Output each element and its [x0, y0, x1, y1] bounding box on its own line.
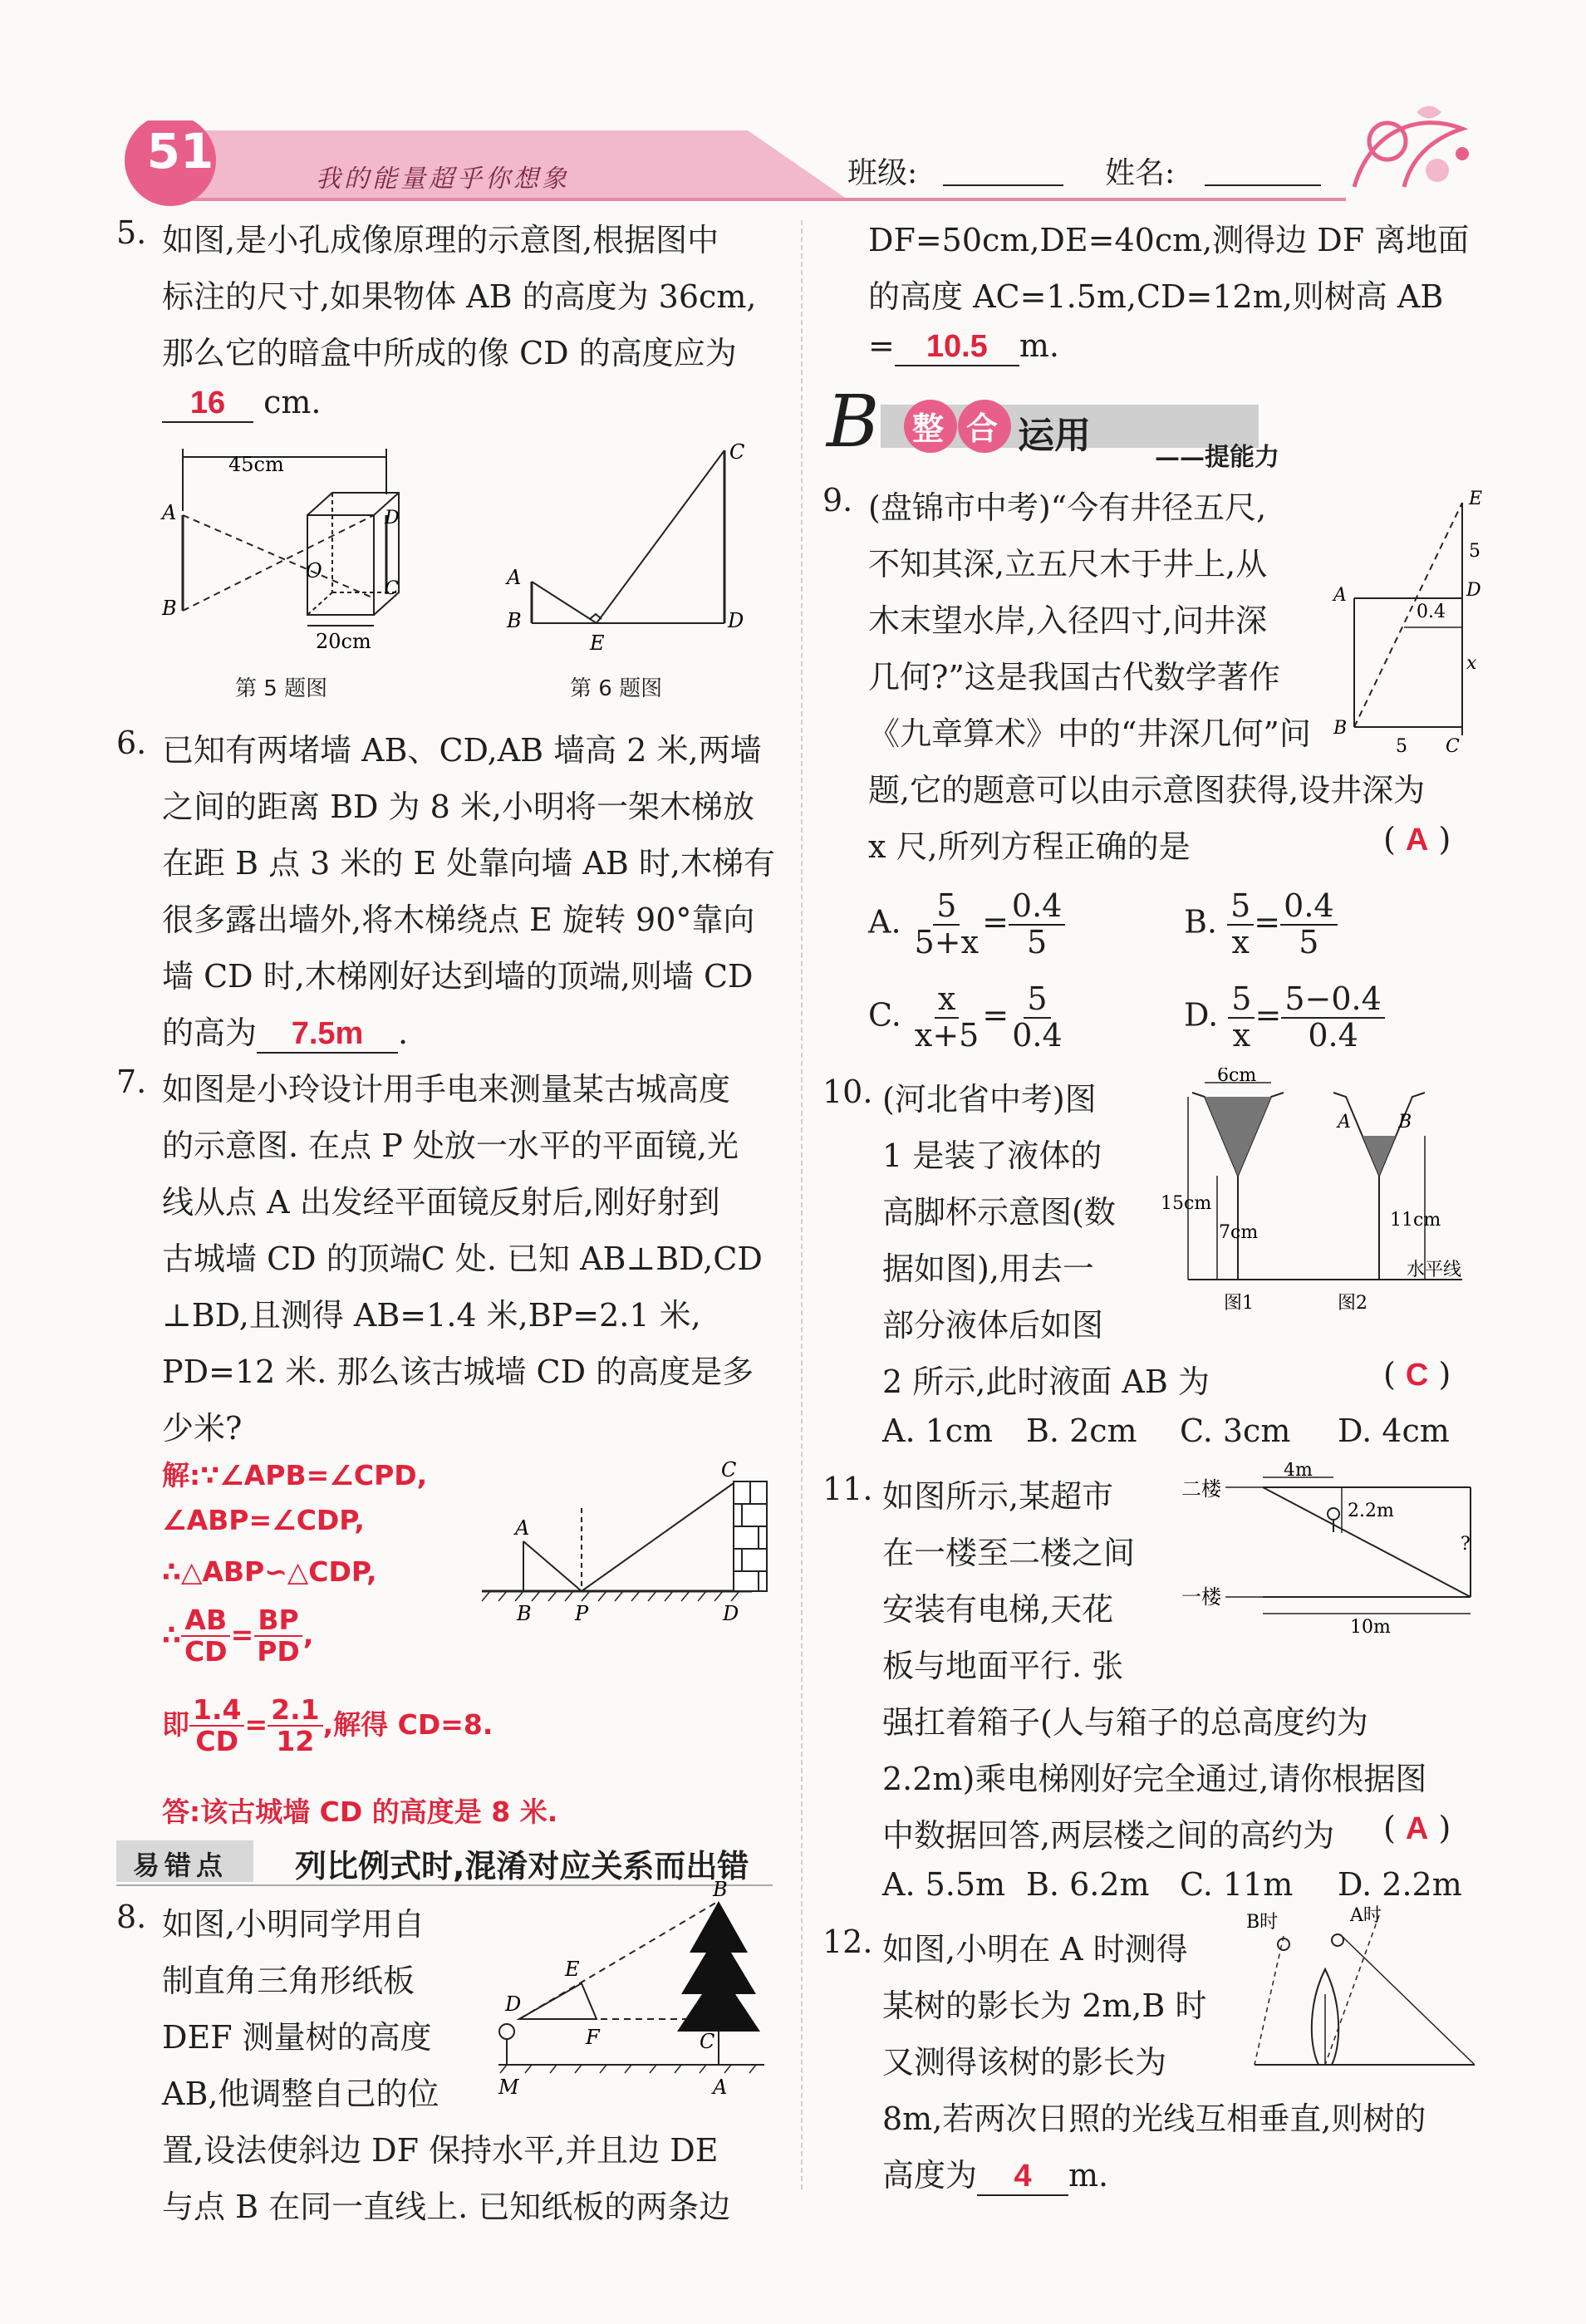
q10-fig-level: 水平线 — [1407, 1260, 1462, 1280]
q10-fig-6cm: 6cm — [1217, 1068, 1257, 1086]
q11-option-b[interactable]: B. 6.2m — [1026, 1866, 1150, 1903]
q8-line4: AB,他调整自己的位 — [162, 2076, 439, 2112]
q10-fig-11cm: 11cm — [1390, 1210, 1441, 1231]
q11-fig-q: ? — [1461, 1534, 1471, 1555]
q11-line2: 在一楼至二楼之间 — [882, 1535, 1136, 1571]
q11-fig-4m: 4m — [1284, 1462, 1313, 1481]
q6-number: 6. — [116, 725, 147, 761]
q6-answer-line — [162, 1007, 408, 1054]
q11-fig-floor1: 一楼 — [1181, 1585, 1221, 1609]
q8-right-line2: 的高度 AC=1.5m,CD=12m,则树高 AB — [868, 278, 1444, 315]
q10-fig-15cm: 15cm — [1161, 1193, 1212, 1214]
q12-line3: 又测得该树的影长为 — [882, 2044, 1167, 2081]
q10-line5: 部分液体后如图 — [882, 1307, 1104, 1344]
q12-number: 12. — [822, 1924, 873, 1960]
svg-text:5: 5 — [1469, 541, 1480, 562]
svg-text:E: E — [1469, 489, 1483, 509]
q7-line4: 古城墙 CD 的顶端C 处. 已知 AB⊥BD,CD — [162, 1241, 763, 1277]
q8-right-line1: DF=50cm,DE=40cm,测得边 DF 离地面 — [868, 222, 1470, 258]
q6-line5: 墙 CD 时,木梯刚好达到墙的顶端,则墙 CD — [162, 958, 754, 995]
q7-line1: 如图是小玲设计用手电来测量某古城高度 — [162, 1071, 731, 1108]
q12-answer-line — [882, 2150, 1108, 2196]
q11-line7: 中数据回答,两层楼之间的高约为 — [882, 1817, 1335, 1854]
q6-answer[interactable]: 7.5m — [257, 1016, 398, 1054]
svg-text:E: E — [565, 1958, 580, 1981]
q11-answer-bracket: ( A ) — [1383, 1810, 1451, 1846]
q11-line3: 安装有电梯,天花 — [882, 1591, 1114, 1628]
svg-text:A: A — [515, 1516, 530, 1540]
q10-figure — [1159, 1068, 1487, 1325]
q7-line3: 线从点 A 出发经平面镜反射后,刚好射到 — [162, 1184, 720, 1221]
q12-fig-a: A时 — [1350, 1905, 1382, 1926]
q11-fig-22m: 2.2m — [1348, 1501, 1394, 1521]
q11-figure — [1171, 1462, 1487, 1653]
svg-text:O: O — [306, 559, 322, 582]
q12-figure — [1242, 1903, 1487, 2081]
q6-line2: 之间的距离 BD 为 8 米,小明将一架木梯放 — [162, 789, 754, 825]
svg-text:D: D — [728, 609, 744, 632]
q7-line5: ⊥BD,且测得 AB=1.4 米,BP=2.1 米, — [162, 1297, 701, 1334]
q5-unit: cm. — [263, 384, 322, 420]
q10-line1: (河北省中考)图 — [882, 1081, 1097, 1118]
q9-option-b[interactable]: B. $\frac{5}{x}$ = $\frac{0.4}{5}$ — [1184, 889, 1338, 961]
q9-figure — [1321, 486, 1487, 760]
q7-solution-3: ∴△ABP∽△CDP, — [162, 1555, 377, 1588]
q12-line4: 8m,若两次日照的光线互相垂直,则树的 — [882, 2100, 1426, 2137]
class-field[interactable] — [943, 184, 1063, 186]
q5-fig-20cm: 20cm — [316, 630, 371, 653]
svg-text:B: B — [1333, 718, 1348, 739]
q12-line5: 高度为 — [882, 2157, 978, 2194]
q8-number: 8. — [116, 1899, 147, 1935]
q9-line4: 几何?”这是我国古代数学著作 — [868, 659, 1280, 695]
q10-fig1: 图1 — [1224, 1293, 1254, 1314]
error-point-text: 列比例式时,混淆对应关系而出错 — [295, 1848, 749, 1884]
q12-line2: 某树的影长为 2m,B 时 — [882, 1987, 1207, 2024]
q10-fig-7cm: 7cm — [1219, 1222, 1259, 1243]
q11-line4: 板与地面平行. 张 — [882, 1648, 1124, 1684]
q10-number: 10. — [822, 1074, 873, 1110]
svg-text:D: D — [505, 1992, 522, 2016]
q9-line3: 木末望水岸,入径四寸,问井深 — [868, 602, 1268, 639]
q5-line3: 那么它的暗盒中所成的像 CD 的高度应为 — [162, 335, 737, 371]
q8-unit: m. — [1019, 327, 1059, 364]
q10-answer[interactable]: C — [1405, 1358, 1429, 1393]
section-b-letter: B — [827, 381, 880, 464]
page-number: 51 — [146, 123, 214, 179]
svg-text:x: x — [1466, 653, 1477, 674]
q5-line2: 标注的尺寸,如果物体 AB 的高度为 36cm, — [162, 278, 757, 315]
svg-text:F: F — [586, 2026, 600, 2049]
q5-number: 5. — [116, 214, 147, 251]
q10-line4: 据如图),用去一 — [882, 1250, 1094, 1287]
q11-option-a[interactable]: A. 5.5m — [882, 1866, 1006, 1903]
q9-option-d[interactable]: D. $\frac{5}{x}$ = $\frac{5-0.4}{0.4}$ — [1184, 982, 1385, 1054]
svg-text:5: 5 — [1396, 736, 1407, 757]
svg-text:M: M — [498, 2076, 519, 2099]
q6-figure — [498, 432, 764, 656]
q7-line6: PD=12 米. 那么该古城墙 CD 的高度是多 — [162, 1354, 754, 1390]
q9-answer[interactable]: A — [1405, 823, 1429, 857]
q6-caption: 第 6 题图 — [570, 676, 663, 701]
svg-text:A: A — [507, 566, 522, 589]
section-b-char1: 整 — [912, 410, 945, 447]
q8-figure — [482, 1878, 781, 2102]
svg-text:B: B — [1398, 1112, 1412, 1133]
q5-fig-45cm: 45cm — [228, 453, 284, 476]
q10-option-b[interactable]: B. 2cm — [1026, 1413, 1137, 1449]
svg-text:C: C — [1446, 736, 1460, 757]
name-field[interactable] — [1205, 184, 1321, 186]
q11-line5: 强扛着箱子(人与箱子的总高度约为 — [882, 1704, 1368, 1741]
q12-fig-b: B时 — [1246, 1912, 1279, 1933]
q6-line3: 在距 B 点 3 米的 E 处靠向墙 AB 时,木梯有 — [162, 845, 775, 882]
svg-text:B: B — [517, 1602, 532, 1625]
q11-line6: 2.2m)乘电梯刚好完全通过,请你根据图 — [882, 1761, 1427, 1797]
q5-figure — [154, 436, 428, 656]
q11-answer[interactable]: A — [1405, 1811, 1429, 1846]
svg-text:A: A — [1338, 1112, 1351, 1133]
q10-fig2: 图2 — [1338, 1293, 1367, 1314]
q10-answer-bracket: ( C ) — [1383, 1356, 1451, 1393]
q8-line2: 制直角三角形纸板 — [162, 1963, 415, 1999]
svg-text:B: B — [507, 609, 522, 632]
svg-text:P: P — [575, 1602, 589, 1625]
svg-text:C: C — [721, 1458, 737, 1481]
q7-solution-4: ∴ $\frac{AB}{CD}$ = $\frac{BP}{PD}$ , — [162, 1604, 314, 1668]
q6-line1: 已知有两堵墙 AB、CD,AB 墙高 2 米,两墙 — [162, 732, 762, 769]
q5-line1: 如图,是小孔成像原理的示意图,根据图中 — [162, 222, 719, 258]
svg-text:C: C — [385, 578, 399, 599]
q11-option-d[interactable]: D. 2.2m — [1338, 1866, 1462, 1903]
q8-line6: 与点 B 在同一直线上. 已知纸板的两条边 — [162, 2189, 731, 2225]
svg-text:D: D — [1466, 580, 1481, 601]
q8-line5: 置,设法使斜边 DF 保持水平,并且边 DE — [162, 2132, 719, 2169]
q9-number: 9. — [822, 482, 853, 518]
q10-option-c[interactable]: C. 3cm — [1180, 1413, 1291, 1449]
section-b-subtitle: ——提能力 — [1155, 443, 1279, 472]
q6-line4: 很多露出墙外,将木梯绕点 E 旋转 90°靠向 — [162, 902, 755, 938]
q7-number: 7. — [116, 1064, 147, 1100]
q9-line5: 《九章算术》中的“井深几何”问 — [868, 715, 1311, 752]
q10-option-d[interactable]: D. 4cm — [1338, 1413, 1450, 1449]
q5-answer[interactable]: 16 — [162, 386, 253, 423]
q8-line3: DEF 测量树的高度 — [162, 2019, 432, 2056]
q8-answer[interactable]: 10.5 — [895, 329, 1019, 366]
q11-line1: 如图所示,某超市 — [882, 1478, 1114, 1515]
svg-text:0.4: 0.4 — [1417, 602, 1446, 622]
q10-line2: 1 是装了液体的 — [882, 1137, 1102, 1174]
q6-end: . — [398, 1015, 409, 1051]
q7-line7: 少米? — [162, 1410, 243, 1447]
svg-text:B: B — [713, 1878, 728, 1901]
q5-caption: 第 5 题图 — [235, 676, 328, 701]
floral-ornament-icon — [1338, 96, 1487, 204]
svg-text:C: C — [700, 2030, 715, 2053]
q9-option-a[interactable]: A. $\frac{5}{5+x}$ = $\frac{0.4}{5}$ — [868, 889, 1065, 961]
svg-text:D: D — [385, 508, 400, 528]
q7-figure — [474, 1458, 781, 1641]
q8-line1: 如图,小明同学用自 — [162, 1906, 425, 1943]
error-point-badge: 易错点 — [133, 1850, 228, 1881]
q10-line6: 2 所示,此时液面 AB 为 — [882, 1363, 1210, 1400]
q9-option-c[interactable]: C. $\frac{x}{x+5}$ = $\frac{5}{0.4}$ — [868, 980, 1063, 1054]
section-b-char2: 合 — [966, 410, 999, 447]
q11-fig-10m: 10m — [1350, 1617, 1391, 1638]
q12-answer[interactable]: 4 — [977, 2159, 1068, 2196]
q7-line2: 的示意图. 在点 P 处放一水平的平面镜,光 — [162, 1128, 739, 1164]
q7-solution-2: ∠ABP=∠CDP, — [162, 1504, 365, 1536]
svg-text:A: A — [1333, 585, 1347, 606]
q7-solution-1: 解:∵∠APB=∠CPD, — [162, 1459, 428, 1491]
q11-number: 11. — [822, 1471, 873, 1507]
svg-text:A: A — [713, 2076, 728, 2099]
header-slogan: 我的能量超乎你想象 — [316, 165, 570, 194]
q10-option-a[interactable]: A. 1cm — [882, 1413, 994, 1449]
name-label: 姓名: — [1105, 156, 1176, 190]
svg-text:E: E — [590, 631, 605, 655]
q6-line6: 的高为 — [162, 1015, 258, 1051]
svg-text:C: C — [729, 440, 745, 464]
q12-unit: m. — [1068, 2157, 1109, 2194]
q9-answer-bracket: ( A ) — [1383, 821, 1451, 857]
svg-text:D: D — [723, 1602, 739, 1625]
q7-solution-6: 答:该古城墙 CD 的高度是 8 米. — [162, 1796, 558, 1828]
q9-line2: 不知其深,立五尺木于井上,从 — [868, 546, 1268, 582]
class-label: 班级: — [847, 156, 918, 190]
q11-fig-floor2: 二楼 — [1181, 1477, 1221, 1501]
svg-text:B: B — [162, 597, 177, 620]
q8-answer-line — [868, 327, 1059, 366]
svg-text:A: A — [162, 501, 177, 524]
q12-line1: 如图,小明在 A 时测得 — [882, 1931, 1188, 1968]
q11-option-c[interactable]: C. 11m — [1180, 1866, 1294, 1903]
q10-line3: 高脚杯示意图(数 — [882, 1194, 1116, 1231]
q9-line1: (盘锦市中考)“今有井径五尺, — [868, 489, 1267, 526]
q9-line6: 题,它的题意可以由示意图获得,设井深为 — [868, 772, 1426, 808]
q9-line7: x 尺,所列方程正确的是 — [868, 828, 1191, 865]
q7-solution-5: 即 $\frac{1.4}{CD}$ = $\frac{2.1}{12}$ ,解得 CD=8. — [162, 1693, 493, 1758]
section-b-title: 运用 — [1018, 415, 1091, 457]
q8-eq: = — [868, 327, 895, 364]
column-divider — [801, 220, 803, 2189]
q5-answer-line — [162, 384, 322, 423]
